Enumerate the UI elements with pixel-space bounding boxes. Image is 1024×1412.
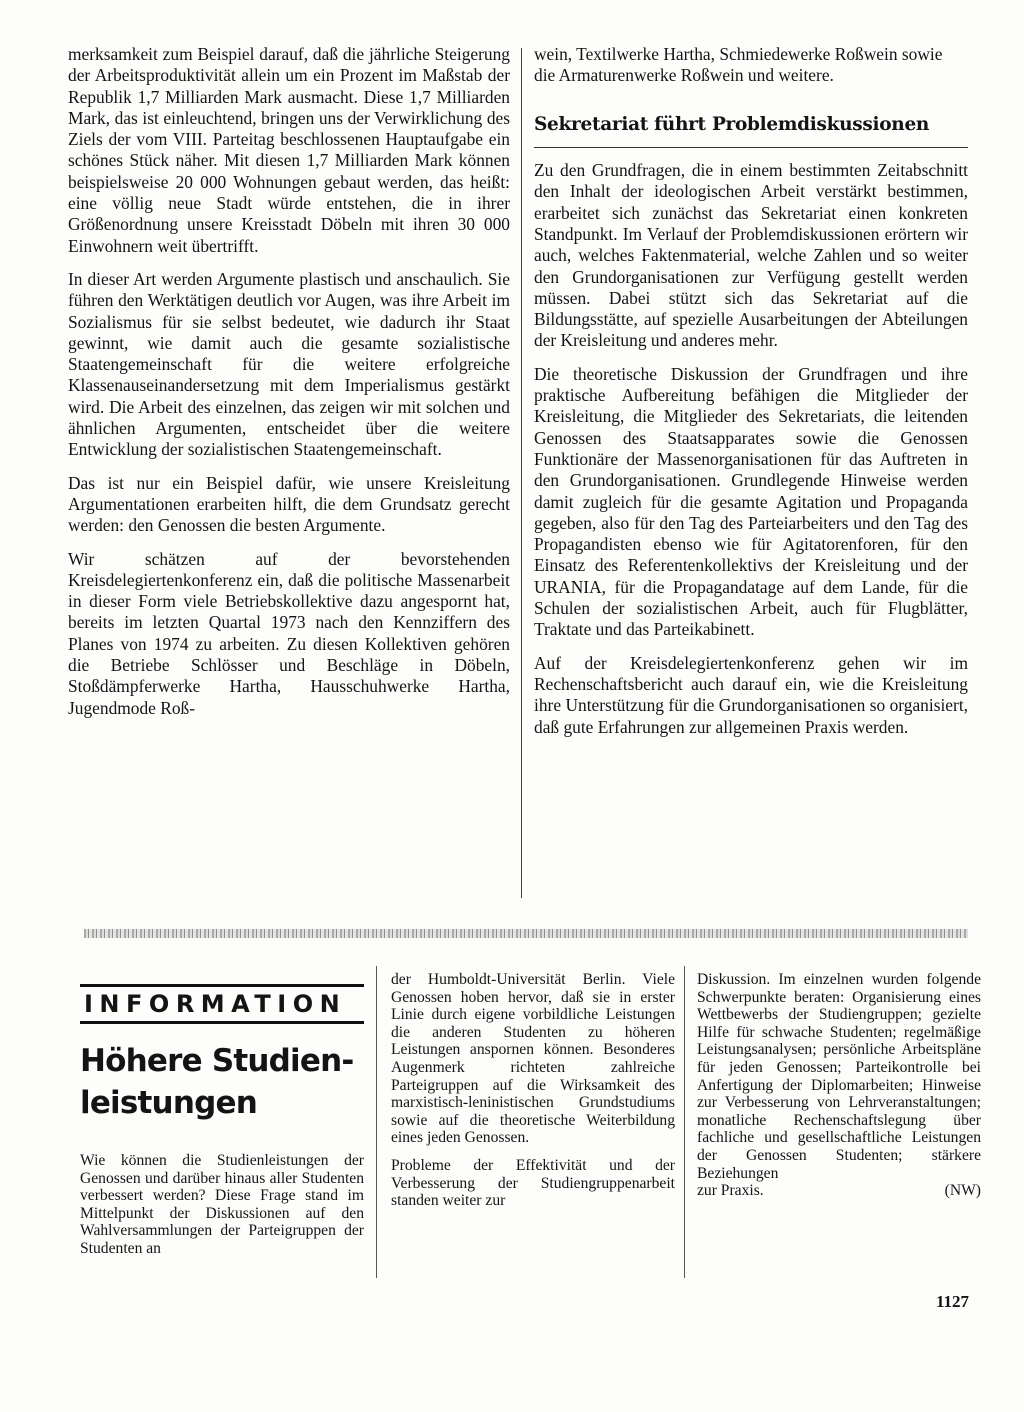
- info-paragraph: der Humboldt-Universität Berlin. Viele Genossen hoben hervor, daß sie in erster Linie durch eigene vorbildliche Leistungen die anderen Studenten zu höheren Leistungen anspornen können. Besonderes Augenmerk richteten zahlreiche Parteigruppen auf die Wirksamkeit des marxistisch-leninistischen Grundstudiums sowie auf die theoretische Weiterbildung eines jeden Genossen.: [391, 971, 675, 1147]
- information-banner: [80, 984, 364, 1024]
- closing-line: [697, 1182, 981, 1200]
- info-column-2: [391, 971, 675, 1220]
- author-sign: (NW): [944, 1182, 981, 1200]
- upper-left-column: [68, 44, 510, 731]
- body-paragraph: Das ist nur ein Beispiel dafür, wie unsere Kreisleitung Argumentationen erarbeiten hilft, die dem Grundsatz gerecht werden: den Genossen die besten Argumente.: [68, 472, 510, 536]
- banner-rule-bottom: [80, 1021, 364, 1024]
- continuation-paragraph: wein, Textilwerke Hartha, Schmiedewerke Roßwein sowie die Armaturenwerke Roßwein und weitere.: [534, 44, 943, 86]
- body-paragraph: Zu den Grundfragen, die in einem bestimmten Zeitabschnitt den Inhalt der ideologischen Arbeit verstärkt bestimmen, erarbeitet sich zunächst das Sekretariat einen konkreten Standpunkt. Im Verlauf der Problemdiskussionen erörtern wir auch, welches Faktenmaterial, welche Zahlen und so weiter den Grundorganisationen zur Verfügung gestellt werden müssen. Dabei stützt sich das Sekretariat auf die Bildungsstätte, auf spezielle Ausarbeitungen der Abteilungen der Kreisleitung und anderes mehr.: [534, 160, 968, 351]
- article-title-line: Höhere Studien-: [80, 1043, 354, 1079]
- info-paragraph: Probleme der Effektivität und der Verbesserung der Studiengruppenarbeit standen weiter zur: [391, 1156, 675, 1210]
- information-label: INFORMATION: [84, 990, 347, 1018]
- page-number: 1127: [936, 1292, 970, 1311]
- info-column-1: [80, 1152, 364, 1268]
- body-paragraph: In dieser Art werden Argumente plastisch und anschaulich. Sie führen den Werktätigen deutlich vor Augen, was ihre Arbeit im Sozialismus für sie selbst bedeutet, wie dadurch ihr Staat gewinnt, wie damit auch die gesamte sozialistische Staatengemeinschaft für die weitere erfolgreiche Klassenauseinandersetzung mit dem Imperialismus gestärkt wird. Die Arbeit des einzelnen, das zeigen wir mit solchen und ähnlichen Argumenten, entscheidet über die weitere Entwicklung der sozialistischen Staatengemeinschaft.: [68, 268, 510, 460]
- info-paragraph: Wie können die Studienleistungen der Genossen und darüber hinaus aller Studenten verbessert werden? Diese Frage stand im Mittelpunkt der Diskussionen auf den Wahlversammlungen der Parteigruppen der Studenten an: [80, 1152, 364, 1257]
- info-column-3: [697, 971, 981, 1200]
- body-paragraph: Auf der Kreisdelegiertenkonferenz gehen wir im Rechenschaftsbericht auch darauf ein, wie die Kreisleitung ihre Unterstützung für die Grundorganisationen so organisiert, daß gute Erfahrungen zur allgemeinen Praxis werden.: [534, 652, 968, 737]
- column-divider: [521, 48, 522, 898]
- article-title: [80, 1040, 370, 1124]
- closing-text: zur Praxis.: [697, 1182, 764, 1200]
- column-divider: [684, 966, 685, 1278]
- column-divider: [376, 966, 377, 1278]
- body-paragraph: merksamkeit zum Beispiel darauf, daß die jährliche Steigerung der Arbeitsproduktivität allein um ein Prozent im Maßstab der Republik 1,7 Milliarden Mark ausmacht. Diese 1,7 Milliarden Mark, das ist einleuchtend, bringen uns der Verwirklichung des Ziels der vom VIII. Parteitag beschlossenen Hauptaufgabe ein schönes Stück näher. Mit diesen 1,7 Milliarden Mark können beispielsweise 20 000 Wohnungen gebaut werden, das heißt: eine völlig neue Stadt würde entstehen, die in ihrer Größenordnung unsere Kreisstadt Döbeln mit ihren 30 000 Einwohnern weit übertrifft.: [68, 44, 510, 256]
- section-heading: Sekretariat führt Problemdiskussionen: [534, 113, 930, 135]
- body-paragraph: Wir schätzen auf der bevorstehenden Kreisdelegiertenkonferenz ein, daß die politische Massenarbeit in dieser Form viele Betriebskollektive dazu angespornt hat, bereits im letzten Quartal 1973 nach den Kennziffern des Planes von 1974 zu arbeiten. Zu diesen Kollektiven gehören die Betriebe Schlösser und Beschläge in Döbeln, Stoßdämpferwerke Hartha, Hausschuhwerke Hartha, Jugendmode Roß-: [68, 548, 510, 718]
- section-divider: [84, 929, 968, 938]
- article-title-line: leistungen: [80, 1085, 257, 1121]
- heading-underline: [534, 147, 968, 149]
- upper-right-column: [534, 44, 968, 750]
- body-paragraph: Die theoretische Diskussion der Grundfragen und ihre praktische Aufbereitung befähigen die Mitglieder der Kreisleitung, die Mitglieder des Sekretariats, die leitenden Genossen des Staatsapparates sowie die Genossen Funktionäre der Massenorganisationen für das Auftreten in den Grundorganisationen. Grundlegende Hinweise werden damit zugleich für die gesamte Agitation und Propaganda gegeben, also für den Tag des Parteiarbeiters und den Tag des Propagandisten ebenso wie für Agitatorenforen, für den Einsatz des Referentenkollektivs der Kreisleitung und der URANIA, für die Propagandatage auf dem Lande, für die Schulen der sozialistischen Arbeit, auch für Flugblätter, Traktate und das Parteikabinett.: [534, 363, 968, 640]
- info-paragraph: Diskussion. Im einzelnen wurden folgende Schwerpunkte beraten: Organisierung eines Wettbewerbs der Studiengruppen; gezielte Hilfe für schwache Studenten; regelmäßige Leistungsanalysen; persönliche Arbeitspläne für jeden Genossen; Parteikontrolle bei Anfertigung der Diplomarbeiten; Hinweise zur Verbesserung von Lehrveranstaltungen; monatliche Rechenschaftslegung über fachliche und gesellschaftliche Leistungen der Genossen Studenten; stärkere Beziehungen: [697, 971, 981, 1182]
